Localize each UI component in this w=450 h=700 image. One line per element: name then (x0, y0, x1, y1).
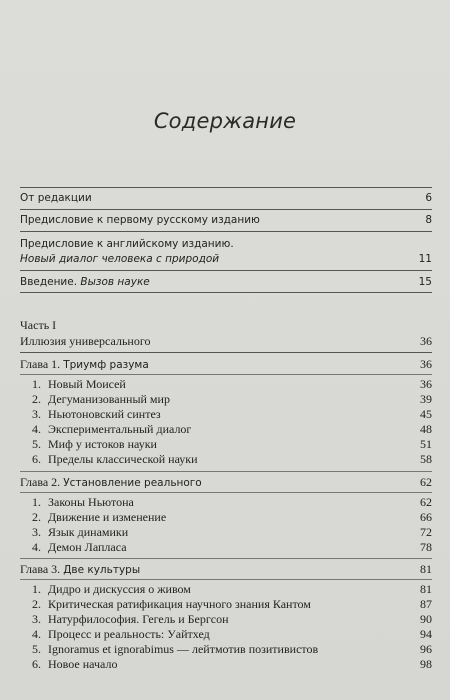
chapter-label: Глава 3. (20, 562, 61, 576)
chapter-page: 81 (420, 562, 432, 576)
toc-entry-title: Предисловие к английскому изданию. (20, 238, 234, 250)
toc-entry-page: 6 (425, 192, 432, 204)
divider (20, 558, 432, 559)
toc-entry (20, 274, 432, 290)
toc-entry (20, 237, 432, 267)
chapter-items (20, 377, 432, 467)
toc-entry (20, 191, 432, 206)
list-item: 1. Законы Ньютона 62 (32, 495, 432, 509)
chapter-items (20, 495, 432, 555)
divider (20, 492, 432, 493)
chapter-title: Установление реального (63, 477, 202, 489)
divider (20, 471, 432, 472)
part-page: 36 (420, 334, 432, 348)
list-item: 5. Миф у истоков науки 51 (32, 437, 432, 451)
list-item: 6. Новое начало 98 (32, 657, 432, 671)
toc-entry-page: 8 (425, 214, 432, 226)
toc-entry (20, 213, 432, 228)
chapter-title: Триумф разума (63, 359, 149, 371)
list-item: 3. Ньютоновский синтез 45 (32, 407, 432, 421)
chapter-title: Две культуры (63, 564, 141, 576)
list-item: 5. Ignoramus et ignorabimus — лейтмотив позитивистов 96 (32, 642, 432, 656)
part-title: Иллюзия универсального (20, 334, 151, 348)
list-item: 1. Новый Моисей 36 (32, 377, 432, 391)
part-label: Часть I (20, 318, 57, 332)
chapter-page: 62 (420, 475, 432, 489)
chapter-label: Глава 2. (20, 475, 61, 489)
divider (20, 187, 432, 188)
list-item: 1. Дидро и дискуссия о живом 81 (32, 582, 432, 596)
chapter (20, 475, 432, 491)
page-title: Содержание (153, 109, 297, 133)
toc-entry-page: 15 (418, 276, 432, 288)
toc-entry-title: Предисловие к первому русскому изданию (20, 214, 260, 226)
list-item: 4. Экспериментальный диалог 48 (32, 422, 432, 436)
chapter (20, 562, 432, 578)
list-item: 6. Пределы классической науки 58 (32, 452, 432, 466)
chapter-page: 36 (420, 357, 432, 371)
chapter-items (20, 582, 432, 672)
toc-entry-page: 11 (418, 253, 432, 265)
divider (20, 231, 432, 232)
list-item: 2. Критическая ратификация научного знания Кантом 87 (32, 597, 432, 611)
chapter-label: Глава 1. (20, 357, 61, 371)
toc-entry-title: От редакции (20, 192, 92, 204)
chapter (20, 357, 432, 373)
toc-entry-title-italic: Вызов науке (80, 276, 150, 288)
divider (20, 292, 432, 293)
divider (20, 209, 432, 210)
divider (20, 374, 432, 375)
divider (20, 270, 432, 271)
list-item: 3. Натурфилософия. Гегель и Бергсон 90 (32, 612, 432, 626)
divider (20, 579, 432, 580)
list-item: 2. Движение и изменение 66 (32, 510, 432, 524)
part-heading (20, 318, 432, 349)
list-item: 4. Процесс и реальность: Уайтхед 94 (32, 627, 432, 641)
list-item: 2. Дегуманизованный мир 39 (32, 392, 432, 406)
toc-entry-subtitle: Новый диалог человека с природой (20, 253, 220, 265)
list-item: 3. Язык динамики 72 (32, 525, 432, 539)
toc-entry-title: Введение. (20, 276, 81, 288)
divider (20, 352, 432, 353)
list-item: 4. Демон Лапласа 78 (32, 540, 432, 554)
